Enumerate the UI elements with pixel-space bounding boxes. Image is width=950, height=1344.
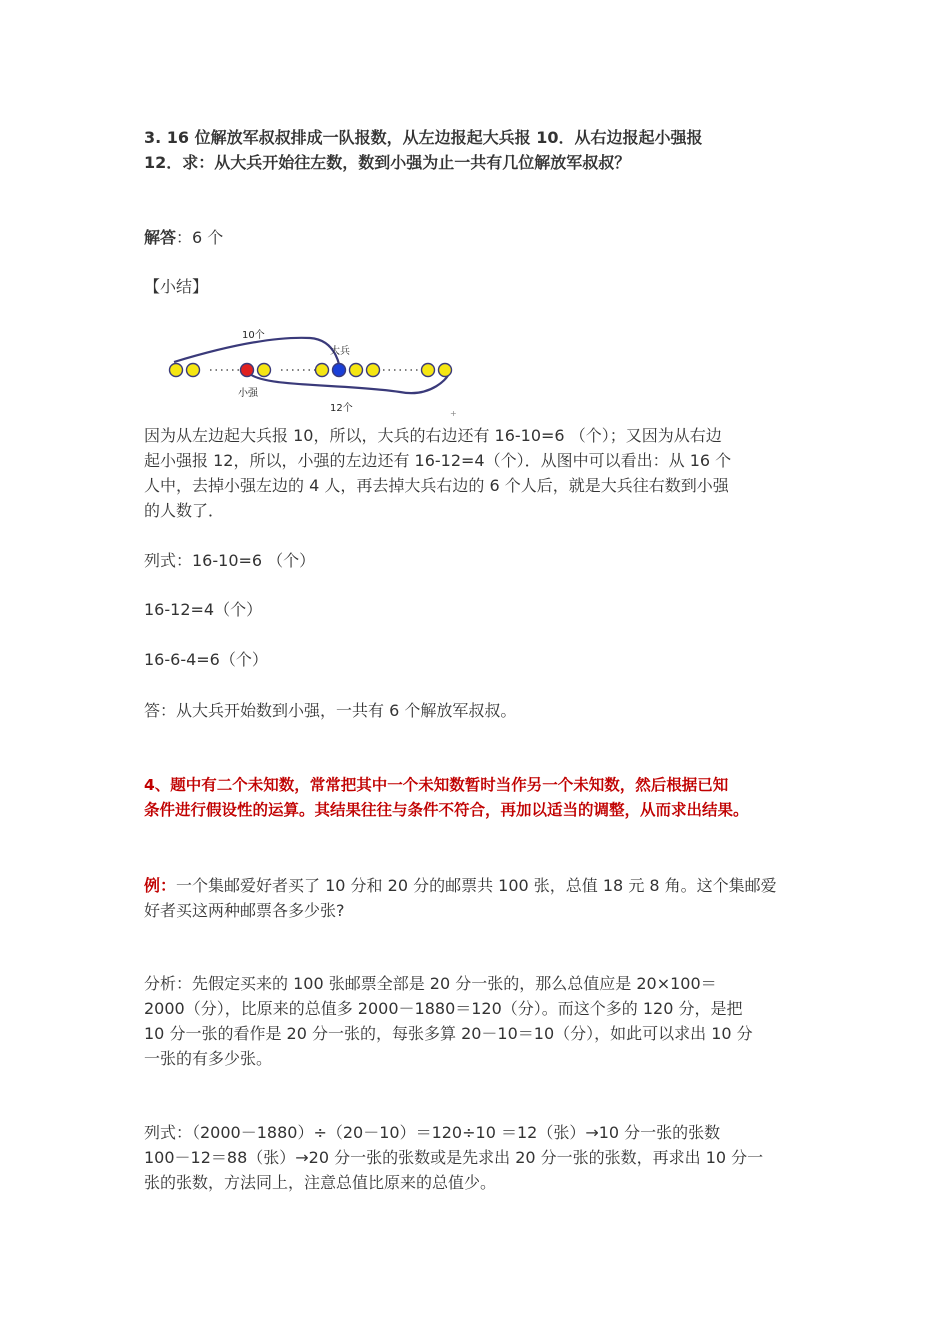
explanation-line-2: 起小强报 12，所以，小强的左边还有 16-12=4（个）．从图中可以看出：从 16 个 (144, 451, 732, 470)
answer-separator: ： (176, 228, 193, 247)
solution-line-1: 列式：（2000－1880）÷（20－10）＝120÷10 ＝12（张）→10 分一张的张数 (144, 1123, 721, 1142)
solution (144, 1120, 824, 1195)
bottom-brace-curve (247, 370, 450, 393)
answer-line (144, 225, 824, 250)
dabing-circle (333, 364, 346, 377)
explanation (144, 423, 824, 523)
analysis-line-4: 一张的有多少张。 (144, 1049, 273, 1068)
person-circle (350, 364, 363, 377)
example-line-1: 一个集邮爱好者买了 10 分和 20 分的邮票共 100 张，总值 18 元 8 角。这个集邮爱 (176, 876, 777, 895)
person-circle (258, 364, 271, 377)
problem-3-line-2: 12．求：从大兵开始往左数，数到小强为止一共有几位解放军叔叔？ (144, 153, 631, 172)
person-circle (367, 364, 380, 377)
answer-label: 解答 (144, 228, 177, 247)
formula-line-1: 列式：16-10=6 （个） (144, 551, 316, 570)
section-4-line-1: 4、题中有二个未知数，常常把其中一个未知数暂时当作另一个未知数，然后根据已知 (144, 776, 729, 794)
formula-line-2: 16-12=4（个） (144, 600, 263, 619)
explanation-line-1: 因为从左边起大兵报 10，所以，大兵的右边还有 16-10=6 （个）；又因为从右边 (144, 426, 722, 445)
section-4 (144, 773, 824, 823)
person-circle (316, 364, 329, 377)
example-label: 例： (144, 876, 177, 895)
person-circle (422, 364, 435, 377)
person-circle (439, 364, 452, 377)
example-line-2: 好者买这两种邮票各多少张? (144, 901, 345, 920)
label-dabing: 大兵 (330, 346, 350, 357)
summary-title: 【小结】 (144, 277, 209, 296)
stray-mark-icon: + (450, 409, 457, 418)
formula-line-3: 16-6-4=6（个） (144, 650, 268, 669)
label-xiaoqiang: 小强 (238, 388, 258, 399)
analysis (144, 971, 824, 1071)
analysis-line-2: 2000（分），比原来的总值多 2000－1880＝120（分）。而这个多的 120 分，是把 (144, 999, 743, 1018)
person-circle (187, 364, 200, 377)
label-12: 12个 (330, 403, 353, 414)
solution-line-2: 100－12＝88（张）→20 分一张的张数或是先求出 20 分一张的张数，再求出 10 分一 (144, 1148, 764, 1167)
solution-line-3: 张的张数，方法同上，注意总值比原来的总值少。 (144, 1173, 497, 1192)
explanation-line-3: 人中，去掉小强左边的 4 人，再去掉大兵右边的 6 个人后，就是大兵往右数到小强 (144, 476, 729, 495)
example (144, 873, 824, 923)
analysis-line-3: 10 分一张的看作是 20 分一张的，每张多算 20－10＝10（分），如此可以求出 10 分 (144, 1024, 753, 1043)
person-circle (170, 364, 183, 377)
problem-3-line-1: 3. 16 位解放军叔叔排成一队报数，从左边报起大兵报 10．从右边报起小强报 (144, 128, 703, 147)
xiaoqiang-circle (241, 364, 254, 377)
explanation-line-4: 的人数了． (144, 501, 225, 520)
top-brace-curve (174, 338, 340, 370)
section-4-line-2: 条件进行假设性的运算。其结果往往与条件不符合，再加以适当的调整，从而求出结果。 (144, 801, 749, 819)
final-answer: 答：从大兵开始数到小强，一共有 6 个解放军叔叔。 (144, 701, 517, 720)
answer-value: 6 个 (192, 228, 224, 247)
label-10: 10个 (242, 330, 265, 341)
problem-3 (144, 125, 824, 175)
analysis-line-1: 分析：先假定买来的 100 张邮票全部是 20 分一张的，那么总值应是 20×100＝ (144, 974, 717, 993)
queue-diagram (160, 318, 470, 420)
